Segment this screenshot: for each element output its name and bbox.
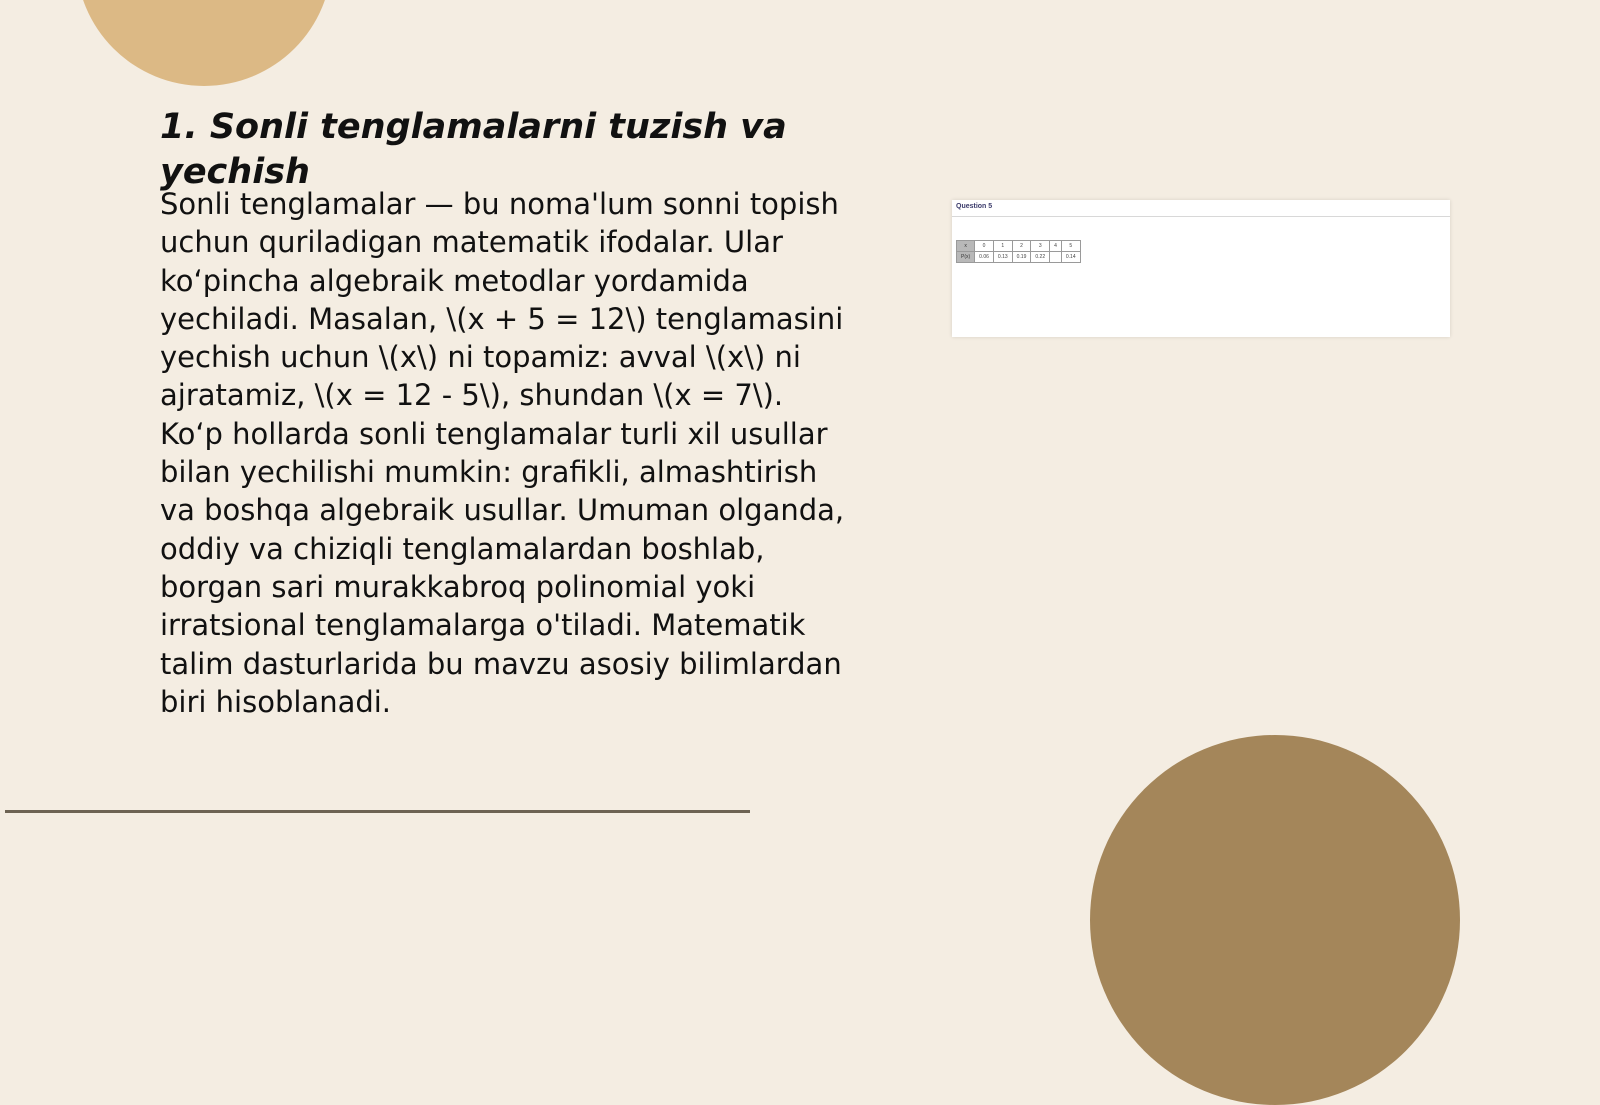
- table-cell: 2: [1012, 241, 1031, 252]
- table-cell: 4: [1050, 241, 1062, 252]
- table-cell: 0.14: [1061, 252, 1080, 263]
- decorative-circle-top: [76, 0, 332, 86]
- table-cell: [1050, 252, 1062, 263]
- table-cell: 1: [993, 241, 1012, 252]
- table-cell: P(x): [957, 252, 975, 263]
- decorative-circle-bottom: [1090, 735, 1460, 1105]
- slide-body-text: Sonli tenglamalar — bu noma'lum sonni topish uchun quriladigan matematik ifodalar. Ular ko‘pincha algebraik metodlar yordamida yechiladi. Masalan, \(x + 5 = 12\) tenglamasini yechish uchun \(x\) ni topamiz: avval \(x\) ni ajratamiz, \(x = 12 - 5\), shundan \(x = 7\). Ko‘p hollarda sonli tenglamalar turli xil usullar bilan yechilishi mumkin: grafikli, almashtirish va boshqa algebraik usullar. Umuman olganda, oddiy va chiziqli tenglamalardan boshlab, borgan sari murakkabroq polinomial yoki irratsional tenglamalarga o'tiladi. Matematik talim dasturlarida bu mavzu asosiy bilimlardan biri hisoblanadi.: [160, 187, 845, 719]
- table-cell: 0.22: [1031, 252, 1050, 263]
- question-prompt-blurred: [956, 227, 1444, 233]
- table-cell: 0.06: [975, 252, 994, 263]
- question-subparts-blurred: [960, 282, 961, 300]
- table-cell: 0: [975, 241, 994, 252]
- embedded-question-image: [952, 200, 1450, 337]
- table-cell: 3: [1031, 241, 1050, 252]
- question-rounding-note-blurred: [956, 320, 957, 326]
- question-note-blurred: [956, 306, 957, 312]
- horizontal-divider: [5, 810, 750, 813]
- probability-table: [956, 240, 1081, 263]
- question-title: Question 5: [956, 203, 993, 210]
- table-row: [957, 241, 1081, 252]
- table-cell: 5: [1061, 241, 1080, 252]
- table-cell: 0.19: [1012, 252, 1031, 263]
- table-row: [957, 252, 1081, 263]
- question-divider: [952, 216, 1450, 217]
- slide-title: 1. Sonli tenglamalarni tuzish va yechish: [160, 107, 787, 192]
- table-cell: x: [957, 241, 975, 252]
- table-cell: 0.13: [993, 252, 1012, 263]
